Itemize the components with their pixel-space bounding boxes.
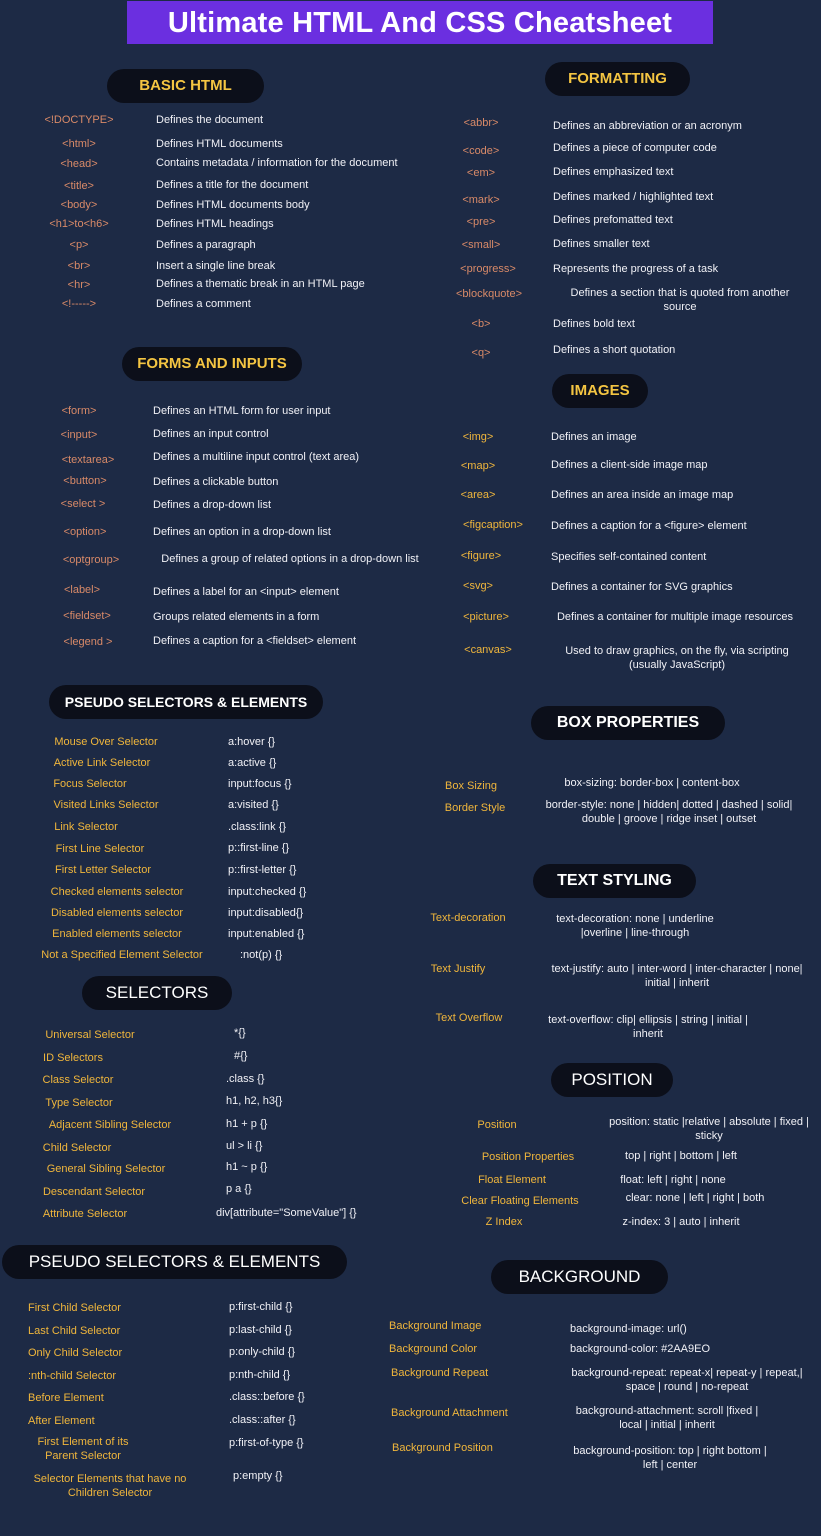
formatting-tag: <small> xyxy=(461,239,501,251)
pseudo2-name: Last Child Selector xyxy=(28,1325,121,1337)
box-value: box-sizing: border-box | content-box xyxy=(564,777,740,789)
forms-desc: Defines a clickable button xyxy=(153,476,279,488)
pseudo1-code: :not(p) {} xyxy=(240,949,283,961)
selectors-name: ID Selectors xyxy=(43,1052,103,1064)
selectors-code: h1 ~ p {} xyxy=(226,1161,268,1173)
box-value: border-style: none | hidden| dotted | dashed | solid| double | groove | ridge inset | outset xyxy=(545,799,793,825)
position-value: z-index: 3 | auto | inherit xyxy=(622,1216,740,1228)
pseudo2-code: p:only-child {} xyxy=(229,1346,296,1358)
pseudo2-code: p:last-child {} xyxy=(229,1324,292,1336)
pseudo1-code: input:focus {} xyxy=(228,778,292,790)
forms-tag: <legend > xyxy=(63,636,113,648)
pseudo2-code: p:empty {} xyxy=(233,1470,283,1482)
heading-pseudo-selectors-2: PSEUDO SELECTORS & ELEMENTS xyxy=(2,1245,347,1279)
selectors-name: Attribute Selector xyxy=(42,1208,128,1220)
heading-basic-html: BASIC HTML xyxy=(107,69,264,103)
forms-desc: Groups related elements in a form xyxy=(153,611,320,623)
pseudo1-name: Active Link Selector xyxy=(53,757,151,769)
forms-tag: <input> xyxy=(60,429,98,441)
position-value: float: left | right | none xyxy=(620,1174,726,1186)
pseudo1-code: a:active {} xyxy=(228,757,277,769)
images-desc: Defines a client-side image map xyxy=(551,459,708,471)
forms-tag: <optgroup> xyxy=(62,554,120,566)
selectors-code: #{} xyxy=(234,1050,248,1062)
pseudo1-code: input:disabled{} xyxy=(228,907,304,919)
formatting-desc: Defines a short quotation xyxy=(553,344,676,356)
pseudo2-code: p:first-child {} xyxy=(229,1301,293,1313)
basic-html-tag: <br> xyxy=(67,260,91,272)
formatting-tag: <progress> xyxy=(460,263,516,275)
text-styling-name: Text Overflow xyxy=(435,1012,503,1024)
basic-html-desc: Insert a single line break xyxy=(156,260,276,272)
heading-formatting: FORMATTING xyxy=(545,62,690,96)
pseudo2-code: p:first-of-type {} xyxy=(229,1437,304,1449)
forms-desc: Defines an HTML form for user input xyxy=(153,405,331,417)
formatting-tag: <abbr> xyxy=(463,117,499,129)
position-name: Float Element xyxy=(478,1174,546,1186)
selectors-code: ul > li {} xyxy=(226,1140,263,1152)
pseudo1-code: p::first-letter {} xyxy=(228,864,297,876)
basic-html-desc: Defines a comment xyxy=(156,298,251,310)
box-name: Border Style xyxy=(444,802,506,814)
heading-text-styling: TEXT STYLING xyxy=(533,864,696,898)
pseudo2-code: p:nth-child {} xyxy=(229,1369,291,1381)
basic-html-desc: Defines a paragraph xyxy=(156,239,256,251)
heading-box-properties: BOX PROPERTIES xyxy=(531,706,725,740)
background-value: background-image: url() xyxy=(570,1323,687,1335)
images-desc: Used to draw graphics, on the fly, via scripting (usually JavaScript) xyxy=(565,645,789,671)
text-styling-value: text-overflow: clip| ellipsis | string | initial | inherit xyxy=(548,1014,748,1040)
forms-desc: Defines a multiline input control (text area) xyxy=(153,451,360,463)
pseudo1-name: Disabled elements selector xyxy=(50,907,184,919)
pseudo1-name: First Line Selector xyxy=(55,843,145,855)
pseudo1-name: Focus Selector xyxy=(53,778,127,790)
text-styling-value: text-justify: auto | inter-word | inter-character | none| initial | inherit xyxy=(551,963,803,989)
pseudo1-code: p::first-line {} xyxy=(228,842,290,854)
pseudo2-name: After Element xyxy=(28,1415,95,1427)
images-tag: <figcaption> xyxy=(463,519,523,531)
text-styling-value: text-decoration: none | underline |overline | line-through xyxy=(556,913,714,939)
images-desc: Defines a container for multiple image resources xyxy=(556,611,793,623)
forms-tag: <textarea> xyxy=(61,454,115,466)
formatting-tag: <mark> xyxy=(462,194,500,206)
forms-desc: Defines a label for an <input> element xyxy=(153,586,339,598)
basic-html-desc: Defines HTML documents xyxy=(156,138,283,150)
basic-html-desc: Defines HTML headings xyxy=(156,218,274,230)
selectors-name: Class Selector xyxy=(42,1074,114,1086)
background-name: Background Position xyxy=(392,1442,493,1454)
position-value: position: static |relative | absolute | fixed | sticky xyxy=(609,1116,809,1142)
images-desc: Specifies self-contained content xyxy=(551,551,707,563)
background-value: background-repeat: repeat-x| repeat-y | repeat,| space | round | no-repeat xyxy=(571,1367,803,1393)
images-tag: <img> xyxy=(462,431,494,443)
background-name: Background Attachment xyxy=(391,1407,508,1419)
forms-desc: Defines a drop-down list xyxy=(153,499,272,511)
heading-forms-inputs: FORMS AND INPUTS xyxy=(122,347,302,381)
background-value: background-attachment: scroll |fixed | local | initial | inherit xyxy=(575,1405,759,1431)
formatting-tag: <pre> xyxy=(466,216,496,228)
formatting-desc: Defines bold text xyxy=(553,318,635,330)
pseudo2-name: Only Child Selector xyxy=(28,1347,123,1359)
pseudo1-name: Mouse Over Selector xyxy=(54,736,158,748)
forms-desc: Defines an input control xyxy=(153,428,269,440)
selectors-name: Type Selector xyxy=(45,1097,113,1109)
forms-tag: <form> xyxy=(61,405,97,417)
basic-html-tag: <!-----> xyxy=(61,298,97,310)
pseudo1-name: Checked elements selector xyxy=(50,886,184,898)
selectors-code: div[attribute="SomeValue"] {} xyxy=(216,1207,357,1219)
background-name: Background Repeat xyxy=(391,1367,489,1379)
basic-html-desc: Defines a thematic break in an HTML page xyxy=(156,278,365,290)
basic-html-tag: <!DOCTYPE> xyxy=(44,114,114,126)
pseudo1-code: a:visited {} xyxy=(228,799,279,811)
position-name: Position Properties xyxy=(481,1151,575,1163)
formatting-desc: Defines emphasized text xyxy=(553,166,674,178)
pseudo1-code: input:checked {} xyxy=(228,886,307,898)
forms-desc: Defines a caption for a <fieldset> element xyxy=(153,635,357,647)
forms-tag: <fieldset> xyxy=(63,610,111,622)
forms-tag: <option> xyxy=(63,526,107,538)
images-tag: <figure> xyxy=(460,550,502,562)
basic-html-tag: <hr> xyxy=(67,279,91,291)
images-desc: Defines a caption for a <figure> element xyxy=(551,520,747,532)
pseudo2-name: :nth-child Selector xyxy=(28,1370,117,1382)
forms-tag: <select > xyxy=(60,498,106,510)
basic-html-tag: <body> xyxy=(60,199,98,211)
selectors-code: *{} xyxy=(234,1027,246,1039)
heading-position: POSITION xyxy=(551,1063,673,1097)
basic-html-tag: <p> xyxy=(69,239,89,251)
basic-html-tag: <title> xyxy=(64,180,94,192)
selectors-code: h1, h2, h3{} xyxy=(226,1095,283,1107)
selectors-code: .class {} xyxy=(226,1073,265,1085)
pseudo1-name: First Letter Selector xyxy=(55,864,151,876)
formatting-desc: Represents the progress of a task xyxy=(553,263,719,275)
images-tag: <area> xyxy=(460,489,496,501)
background-name: Background Image xyxy=(389,1320,482,1332)
pseudo1-code: a:hover {} xyxy=(228,736,276,748)
basic-html-tag: <head> xyxy=(60,158,98,170)
pseudo2-code: .class::after {} xyxy=(229,1414,296,1426)
images-desc: Defines an image xyxy=(551,431,637,443)
formatting-tag: <em> xyxy=(466,167,496,179)
background-name: Background Color xyxy=(389,1343,478,1355)
selectors-code: h1 + p {} xyxy=(226,1118,268,1130)
heading-background: BACKGROUND xyxy=(491,1260,668,1294)
heading-images: IMAGES xyxy=(552,374,648,408)
pseudo2-name: First Child Selector xyxy=(28,1302,121,1314)
basic-html-desc: Contains metadata / information for the document xyxy=(156,157,398,169)
position-value: top | right | bottom | left xyxy=(625,1150,737,1162)
formatting-desc: Defines prefomatted text xyxy=(553,214,673,226)
pseudo2-name: Selector Elements that have no Children Selector xyxy=(33,1473,187,1499)
formatting-desc: Defines a piece of computer code xyxy=(553,142,717,154)
formatting-tag: <code> xyxy=(462,145,500,157)
basic-html-tag: <html> xyxy=(62,138,96,150)
selectors-name: Descendant Selector xyxy=(42,1186,146,1198)
pseudo1-name: Link Selector xyxy=(54,821,118,833)
pseudo2-code: .class::before {} xyxy=(229,1391,305,1403)
selectors-name: Universal Selector xyxy=(45,1029,135,1041)
background-value: background-color: #2AA9EO xyxy=(570,1343,711,1355)
position-value: clear: none | left | right | both xyxy=(625,1192,765,1204)
position-name: Clear Floating Elements xyxy=(461,1195,579,1207)
forms-tag: <button> xyxy=(63,475,107,487)
images-desc: Defines a container for SVG graphics xyxy=(551,581,733,593)
basic-html-desc: Defines a title for the document xyxy=(156,179,309,191)
formatting-desc: Defines smaller text xyxy=(553,238,650,250)
formatting-desc: Defines a section that is quoted from another source xyxy=(570,287,790,313)
pseudo2-name: First Element of its Parent Selector xyxy=(37,1436,129,1462)
pseudo1-name: Not a Specified Element Selector xyxy=(41,949,203,961)
pseudo1-name: Visited Links Selector xyxy=(53,799,159,811)
selectors-name: Child Selector xyxy=(42,1142,112,1154)
basic-html-tag: <h1>to<h6> xyxy=(49,218,109,230)
pseudo1-code: .class:link {} xyxy=(228,821,287,833)
position-name: Z Index xyxy=(485,1216,523,1228)
images-tag: <svg> xyxy=(463,580,493,592)
text-styling-name: Text Justify xyxy=(430,963,486,975)
images-tag: <map> xyxy=(460,460,496,472)
formatting-tag: <b> xyxy=(471,318,491,330)
forms-desc: Defines a group of related options in a drop-down list xyxy=(161,553,419,565)
formatting-tag: <blockquote> xyxy=(455,288,523,300)
text-styling-name: Text-decoration xyxy=(430,912,506,924)
heading-pseudo-selectors-1: PSEUDO SELECTORS & ELEMENTS xyxy=(49,685,323,719)
formatting-desc: Defines marked / highlighted text xyxy=(553,191,714,203)
selectors-name: General Sibling Selector xyxy=(46,1163,166,1175)
formatting-desc: Defines an abbreviation or an acronym xyxy=(553,120,742,132)
selectors-name: Adjacent Sibling Selector xyxy=(48,1119,172,1131)
images-desc: Defines an area inside an image map xyxy=(551,489,734,501)
selectors-code: p a {} xyxy=(226,1183,252,1195)
pseudo1-name: Enabled elements selector xyxy=(52,928,182,940)
box-name: Box Sizing xyxy=(445,780,497,792)
images-tag: <picture> xyxy=(463,611,509,623)
images-tag: <canvas> xyxy=(464,644,512,656)
heading-selectors: SELECTORS xyxy=(82,976,232,1010)
forms-desc: Defines an option in a drop-down list xyxy=(153,526,331,538)
position-name: Position xyxy=(477,1119,517,1131)
pseudo2-name: Before Element xyxy=(28,1392,104,1404)
pseudo1-code: input:enabled {} xyxy=(228,928,305,940)
formatting-tag: <q> xyxy=(471,347,491,359)
basic-html-desc: Defines the document xyxy=(156,114,264,126)
background-value: background-position: top | right bottom | left | center xyxy=(573,1445,767,1471)
page-title: Ultimate HTML And CSS Cheatsheet xyxy=(127,1,713,44)
basic-html-desc: Defines HTML documents body xyxy=(156,199,310,211)
forms-tag: <label> xyxy=(63,584,101,596)
